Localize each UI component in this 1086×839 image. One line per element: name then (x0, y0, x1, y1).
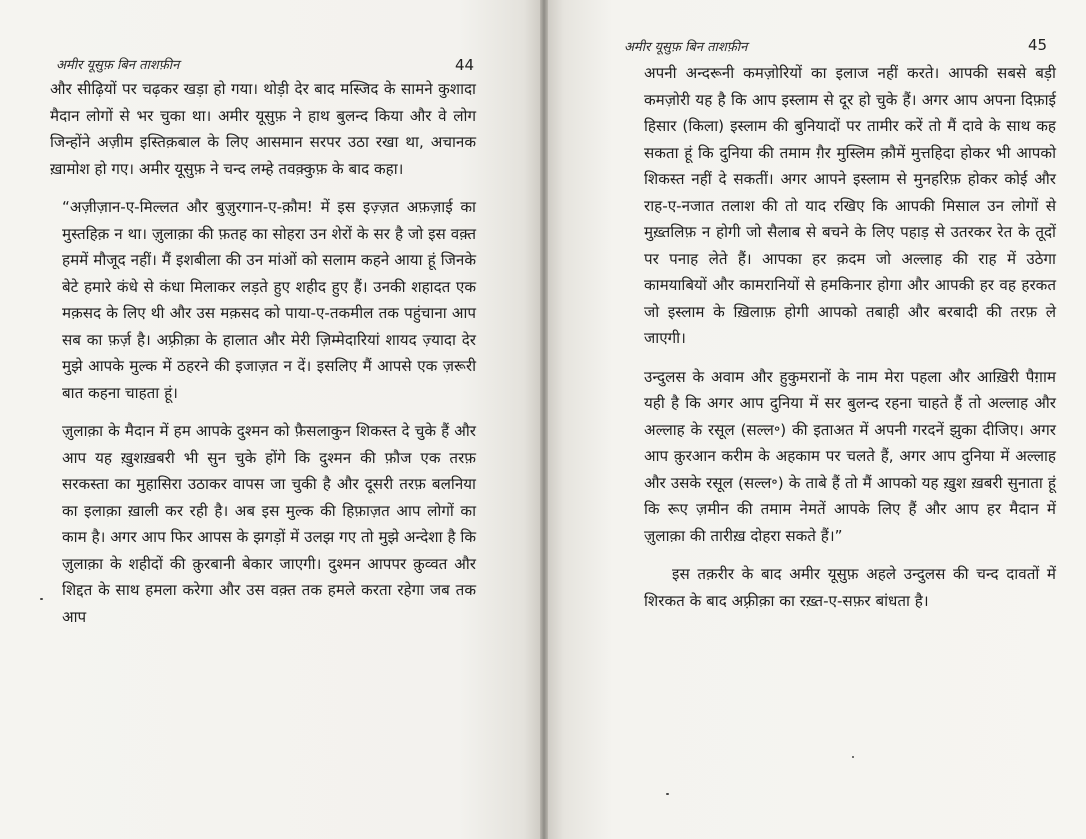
print-speck (666, 793, 669, 795)
book-gutter (540, 0, 548, 839)
paragraph: उन्दुलस के अवाम और हुकुमरानों के नाम मेरा पहला और आख़िरी पैग़ाम यही है कि अगर आप दुनिया में सर बुलन्द रहना चाहते हैं तो अल्लाह और अल्लाह के रसूल (सल्ल॰) की इताअत में अपनी गरदनें झुका दीजिए। अगर आप क़ुरआन करीम के अहकाम पर चलते हैं, अगर आप दुनिया में अल्लाह और उसके रसूल (सल्ल॰) के ताबे हैं तो मैं आपको यह ख़ुश ख़बरी सुनाता हूं कि रूए ज़मीन की तमाम नेमतें आपके लिए हैं और आप हर मैदान में ज़ुलाक़ा की तारीख़ दोहरा सकते हैं।” (644, 367, 1056, 545)
paragraph: अपनी अन्दरूनी कमज़ोरियों का इलाज नहीं करते। आपकी सबसे बड़ी कमज़ोरी यह है कि आप इस्लाम से दूर हो चुके हैं। अगर आप अपना दिफ़ाई हिसार (किला) इस्लाम की बुनियादों पर तामीर करें तो मैं दावे के साथ कह सकता हूं कि दुनिया की तमाम ग़ैर मुस्लिम क़ौमें मुत्तहिदा होकर भी आपको शिकस्त नहीं दे सकतीं। अगर आपने इस्लाम से मुनहरिफ़ होकर कोई और राह-ए-नजात तलाश की तो याद रखिए कि आपकी मिसाल उन लोगों से मुख़्तलिफ़ न होगी जो सैलाब से बचने के लिए पहाड़ से उतरकर रेत के तूदों पर पनाह लेते हैं। आपका हर क़दम जो अल्लाह की राह में उठेगा कामयाबियों और कामरानियों से हमकिनार होगा और आपकी हर वह हरकत जो इस्लाम के ख़िलाफ़ होगी आपको तबाही और बरबादी की तरफ़ ले जाएगी। (644, 64, 1056, 347)
paragraph: इस तक़रीर के बाद अमीर यूसुफ़ अहले उन्दुलस की चन्द दावतों में शिरकत के बाद अफ़्रीक़ा का रख़्त-ए-सफ़र बांधता है। (644, 565, 1056, 610)
quote-paragraph: ज़ुलाक़ा के मैदान में हम आपके दुश्मन को फ़ैसलाकुन शिकस्त दे चुके हैं और आप यह ख़ुशख़बरी भी सुन चुके होंगे कि दुश्मन की फ़ौज एक तरफ़ सरकस्ता का मुहासिरा उठाकर वापस जा चुकी है और दूसरी तरफ़ बलनिया का इलाक़ा ख़ाली कर रही है। अब इस मुल्क की हिफ़ाज़त आप लोगों का काम है। अगर आप फिर आपस के झगड़ों में उलझ गए तो मुझे अन्देशा है कि ज़ुलाक़ा के शहीदों की क़ुरबानी बेकार जाएगी। दुश्मन आपपर क़ुव्वत और शिद्दत के साथ हमला करेगा और उस वक़्त तक हमले करता रहेगा जब तक आप (62, 422, 476, 626)
left-page (0, 0, 540, 839)
paragraph: और सीढ़ियों पर चढ़कर खड़ा हो गया। थोड़ी देर बाद मस्जिद के सामने कुशादा मैदान लोगों से भर चुका था। अमीर यूसुफ़ ने हाथ बुलन्द किया और वे लोग जिन्होंने अज़ीम इस्तिक़बाल के लिए आसमान सरपर उठा रखा था, अचानक ख़ामोश हो गए। अमीर यूसुफ़ ने चन्द लम्हे तवक़्कुफ़ के बाद कहा। (50, 80, 476, 178)
running-head: अमीर यूसुफ़ बिन ताशफ़ीन (56, 58, 180, 73)
running-head: अमीर यूसुफ़ बिन ताशफ़ीन (624, 40, 748, 55)
right-page (548, 0, 1086, 839)
print-speck (852, 756, 854, 758)
page-number: 45 (1028, 36, 1048, 54)
page-body (644, 60, 1056, 614)
print-speck (40, 598, 43, 600)
page-number: 44 (455, 56, 475, 74)
quote-paragraph: “अज़ीज़ान-ए-मिल्लत और बुज़ुरगान-ए-क़ौम! में इस इज़्ज़त अफ़ज़ाई का मुस्तहिक़ न था। ज़ुलाक़ा की फ़तह का सोहरा उन शेरों के सर है जो इस वक़्त हममें मौजूद नहीं। मैं इशबीला की उन मांओं को सलाम कहने आया हूं जिनके बेटे हमारे कंधे से कंधा मिलाकर लड़ते हुए शहीद हुए हैं। उनकी शहादत एक मक़सद के लिए थी और उस मक़सद को पाया-ए-तकमील तक पहुंचाना आप सब का फ़र्ज़ है। अफ़्रीक़ा के हालात और मेरी ज़िम्मेदारियां शायद ज़्यादा देर मुझे आपके मुल्क में ठहरने की इजाज़त न दें। इसलिए मैं आपसे एक ज़रूरी बात कहना चाहता हूं। (62, 198, 476, 402)
page-body (50, 76, 476, 630)
